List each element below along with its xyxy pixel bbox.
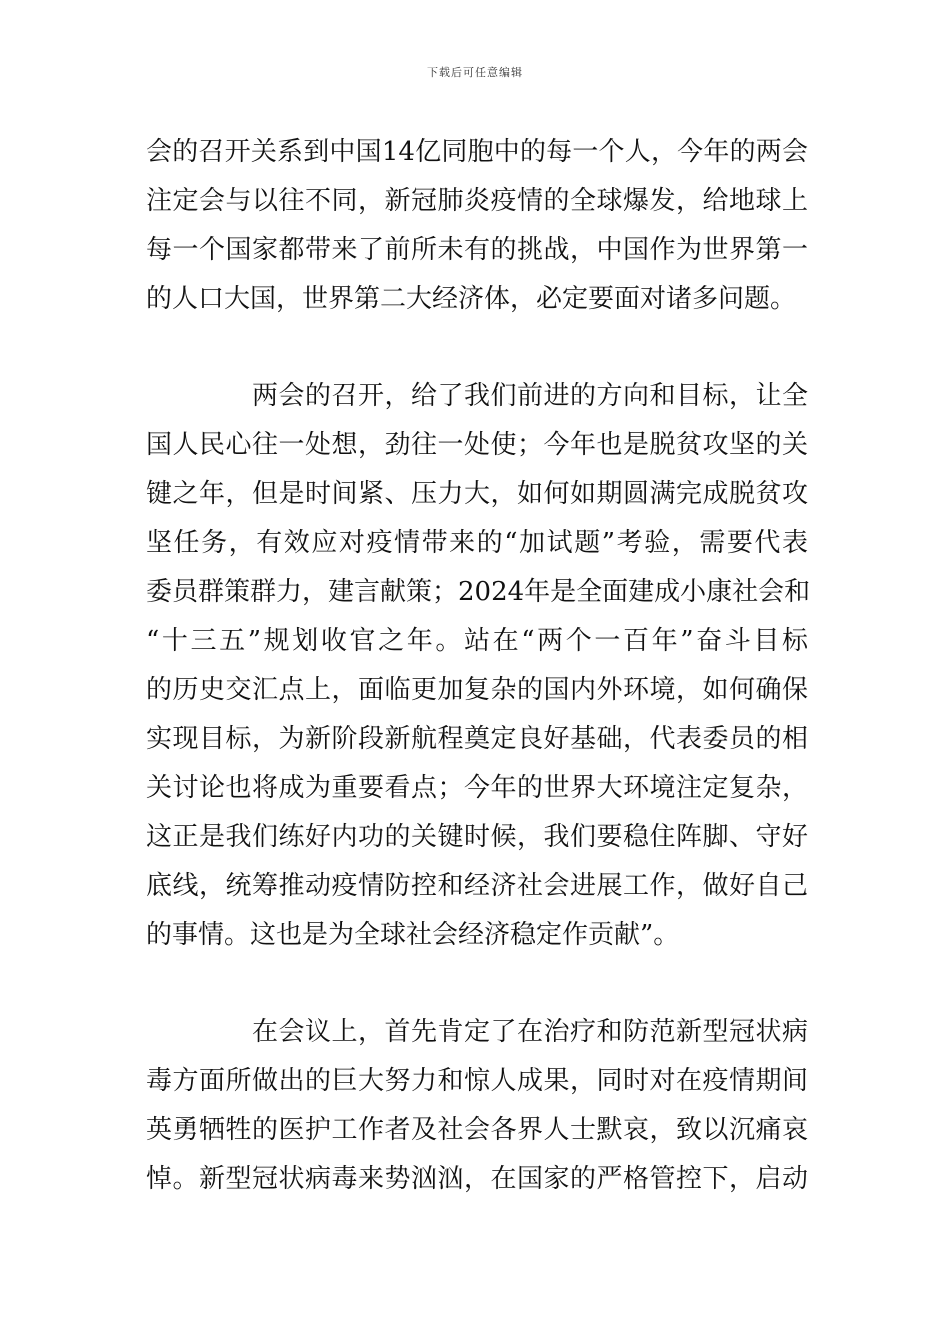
text-line: 会的召开关系到中国14亿同胞中的每一个人，今年的两会 (146, 137, 808, 167)
text-line: 委员群策群力，建言献策；2024年是全面建成小康社会和 (146, 577, 811, 607)
text-line: 在会议上，首先肯定了在治疗和防范新型冠状病 (252, 1017, 808, 1047)
text-line: 实现目标，为新阶段新航程奠定良好基础，代表委员的相 (146, 724, 808, 754)
document-body (146, 128, 811, 1204)
text-line: 英勇牺牲的医护工作者及社会各界人士默哀，致以沉痛哀 (146, 1115, 808, 1145)
text-line: 这正是我们练好内功的关键时候，我们要稳住阵脚、守好 (146, 822, 808, 852)
text-line: 关讨论也将成为重要看点；今年的世界大环境注定复杂， (146, 773, 808, 803)
text-line: 两会的召开，给了我们前进的方向和目标，让全 (252, 381, 808, 411)
text-line: 注定会与以往不同，新冠肺炎疫情的全球爆发，给地球上 (146, 186, 808, 216)
paragraph-2 (146, 372, 811, 960)
text-line: “十三五”规划收官之年。站在“两个一百年”奋斗目标 (146, 626, 808, 656)
text-line: 的历史交汇点上，面临更加复杂的国内外环境，如何确保 (146, 675, 808, 705)
text-line: 底线，统筹推动疫情防控和经济社会进展工作，做好自己 (146, 871, 808, 901)
paragraph-3 (146, 1008, 808, 1204)
text-line: 坚任务，有效应对疫情带来的“加试题”考验，需要代表 (146, 528, 808, 558)
paragraph-spacer (146, 324, 808, 372)
text-line: 的事情。这也是为全球社会经济稳定作贡献”。 (146, 920, 680, 950)
paragraph-1 (146, 128, 808, 324)
text-line: 的人口大国，世界第二大经济体，必定要面对诸多问题。 (146, 284, 797, 314)
text-line: 国人民心往一处想，劲往一处使；今年也是脱贫攻坚的关 (146, 430, 808, 460)
text-line: 键之年，但是时间紧、压力大，如何如期圆满完成脱贫攻 (146, 479, 808, 509)
text-line: 悼。新型冠状病毒来势汹汹，在国家的严格管控下，启动 (146, 1164, 808, 1194)
page-header-note: 下载后可任意编辑 (427, 66, 523, 79)
text-line: 毒方面所做出的巨大努力和惊人成果，同时对在疫情期间 (146, 1066, 808, 1096)
text-line: 每一个国家都带来了前所未有的挑战，中国作为世界第一 (146, 235, 808, 265)
paragraph-spacer (146, 960, 808, 1008)
